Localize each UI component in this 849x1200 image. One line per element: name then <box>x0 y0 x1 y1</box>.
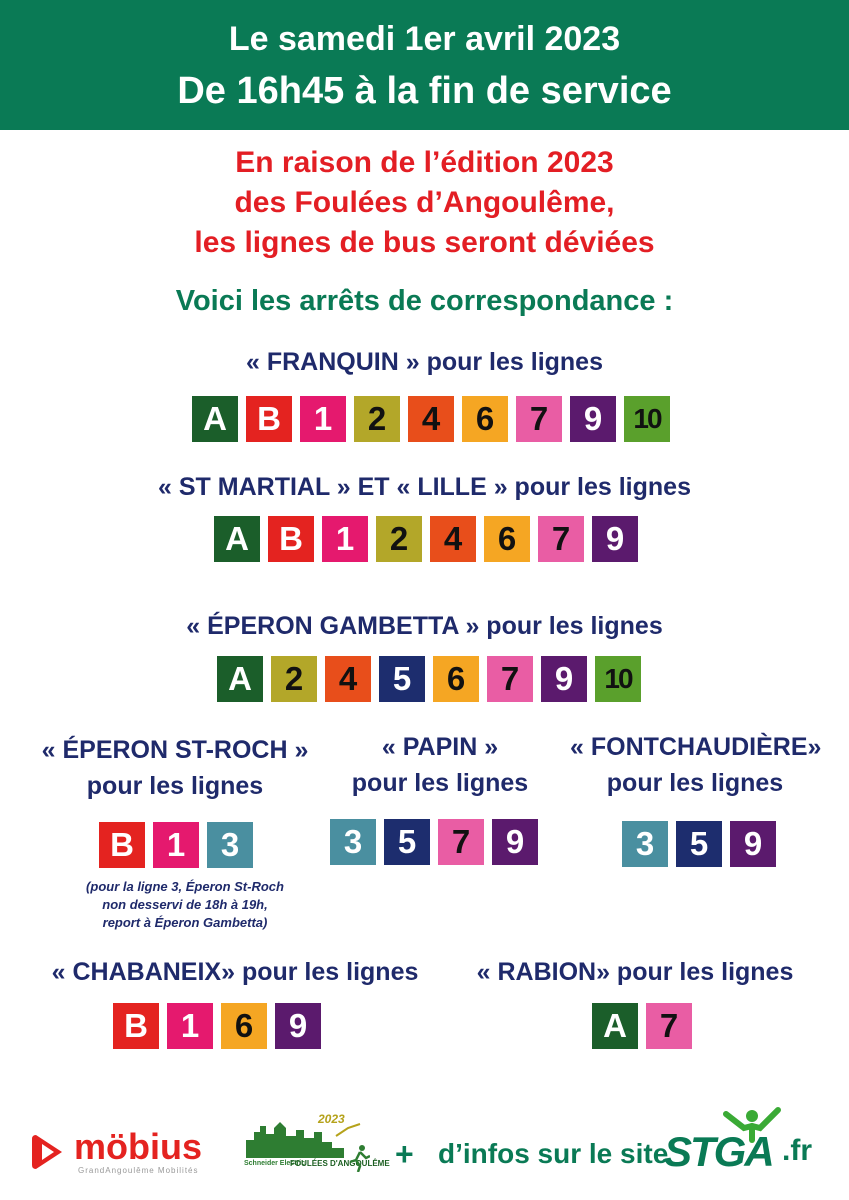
line-badge-B: B <box>113 1003 159 1049</box>
line-badge-4: 4 <box>430 516 476 562</box>
line-badge-2: 2 <box>354 396 400 442</box>
line-badge-1: 1 <box>167 1003 213 1049</box>
infos-text: d’infos sur le site <box>438 1138 669 1169</box>
mobius-wordmark: möbius <box>74 1126 203 1167</box>
notice-line-3: les lignes de bus seront déviées <box>194 226 655 259</box>
line-badge-3: 3 <box>207 822 253 868</box>
stop-eperon-gambetta-title: « ÉPERON GAMBETTA » pour les lignes <box>186 612 663 640</box>
notice-line-2: des Foulées d’Angoulême, <box>234 186 615 219</box>
line-badge-1: 1 <box>300 396 346 442</box>
line-badge-10: 10 <box>624 396 670 442</box>
line-badge-9: 9 <box>541 656 587 702</box>
line-badge-A: A <box>592 1003 638 1049</box>
date-line: Le samedi 1er avril 2023 <box>228 20 621 58</box>
line-badge-7: 7 <box>487 656 533 702</box>
line-badge-6: 6 <box>484 516 530 562</box>
line-badge-9: 9 <box>592 516 638 562</box>
line-badge-2: 2 <box>271 656 317 702</box>
runner-icon <box>348 1144 370 1172</box>
stop-papin-sub: pour les lignes <box>351 769 529 797</box>
stga-wordmark: STGA <box>664 1128 773 1175</box>
fontchaudiere-lines <box>622 821 776 867</box>
eperon-gambetta-lines <box>217 656 641 702</box>
stop-rabion-title: « RABION» pour les lignes <box>476 958 794 986</box>
line-badge-1: 1 <box>153 822 199 868</box>
stop-papin-title: « PAPIN » <box>381 733 499 761</box>
line-badge-9: 9 <box>275 1003 321 1049</box>
line-badge-3: 3 <box>622 821 668 867</box>
stop-chabaneix-title: « CHABANEIX» pour les lignes <box>51 958 419 986</box>
line-badge-A: A <box>192 396 238 442</box>
line-badge-9: 9 <box>570 396 616 442</box>
stop-fontchaudiere-title: « FONTCHAUDIÈRE» <box>570 733 822 761</box>
foulees-sponsor: Schneider Electric <box>244 1160 306 1167</box>
line-badge-9: 9 <box>492 819 538 865</box>
line-badge-A: A <box>217 656 263 702</box>
stop-fontchaudiere-sub: pour les lignes <box>606 769 784 797</box>
line-badge-7: 7 <box>438 819 484 865</box>
stop-franquin-title: « FRANQUIN » pour les lignes <box>245 348 603 376</box>
line-badge-5: 5 <box>384 819 430 865</box>
notice-line-1: En raison de l’édition 2023 <box>235 146 614 179</box>
stop-eperon-st-roch-title: « ÉPERON ST-ROCH » <box>41 736 309 764</box>
line-badge-B: B <box>268 516 314 562</box>
st-martial-lines <box>214 516 638 562</box>
note-line-1: (pour la ligne 3, Éperon St-Roch <box>86 879 284 894</box>
papin-lines <box>330 819 538 865</box>
time-line: De 16h45 à la fin de service <box>177 70 672 112</box>
header-banner <box>0 0 849 130</box>
stop-st-martial-title: « ST MARTIAL » ET « LILLE » pour les lignes <box>158 473 691 501</box>
line-badge-10: 10 <box>595 656 641 702</box>
eperon-st-roch-lines <box>99 822 253 868</box>
st-roch-note <box>40 878 330 932</box>
chabaneix-lines <box>113 1003 321 1049</box>
line-badge-3: 3 <box>330 819 376 865</box>
line-badge-2: 2 <box>376 516 422 562</box>
note-line-3: report à Éperon Gambetta) <box>102 915 268 930</box>
line-badge-7: 7 <box>538 516 584 562</box>
line-badge-A: A <box>214 516 260 562</box>
plus-sign: + <box>395 1136 414 1172</box>
foulees-logo <box>244 1112 390 1180</box>
line-badge-4: 4 <box>408 396 454 442</box>
line-badge-5: 5 <box>379 656 425 702</box>
line-badge-4: 4 <box>325 656 371 702</box>
rabion-lines <box>592 1003 692 1049</box>
line-badge-1: 1 <box>322 516 368 562</box>
foulees-year: 2023 <box>318 1112 345 1126</box>
note-line-2: non desservi de 18h à 19h, <box>102 897 268 912</box>
mobius-logo <box>30 1128 230 1180</box>
franquin-lines <box>192 396 670 442</box>
foulees-name: FOULÉES D'ANGOULÊME <box>290 1159 390 1168</box>
line-badge-B: B <box>246 396 292 442</box>
line-badge-6: 6 <box>462 396 508 442</box>
line-badge-6: 6 <box>221 1003 267 1049</box>
line-badge-7: 7 <box>646 1003 692 1049</box>
line-badge-5: 5 <box>676 821 722 867</box>
play-icon <box>30 1132 66 1172</box>
line-badge-6: 6 <box>433 656 479 702</box>
domain-suffix: .fr <box>782 1134 812 1167</box>
mobius-subtitle: GrandAngoulême Mobilités <box>78 1166 199 1175</box>
line-badge-B: B <box>99 822 145 868</box>
stop-eperon-st-roch-sub: pour les lignes <box>86 772 264 800</box>
line-badge-7: 7 <box>516 396 562 442</box>
subtitle: Voici les arrêts de correspondance : <box>175 285 674 317</box>
line-badge-9: 9 <box>730 821 776 867</box>
stga-logo <box>664 1106 788 1176</box>
